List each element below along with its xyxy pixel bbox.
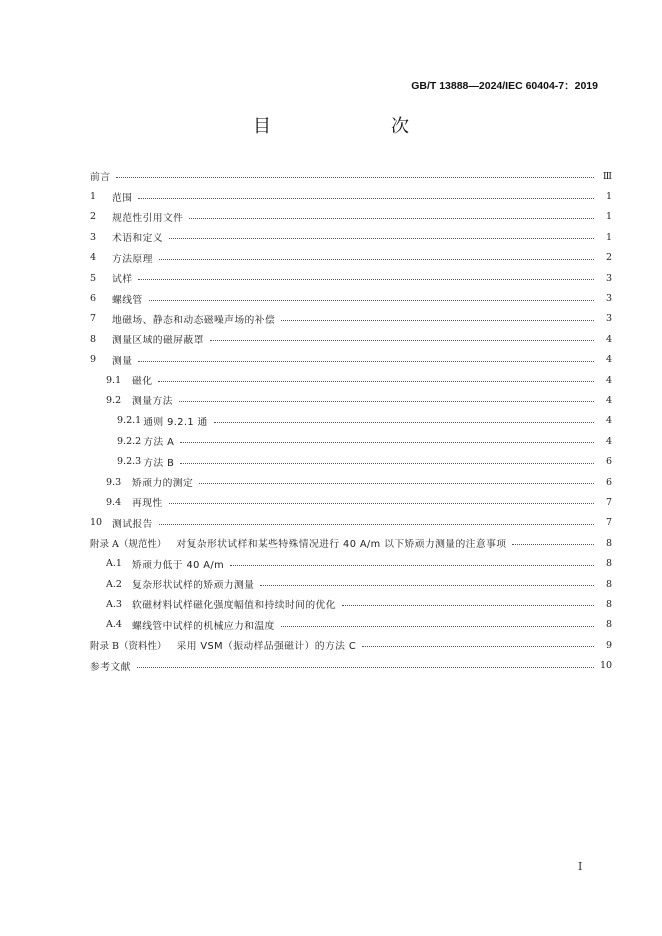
toc-entry-number: A.1 xyxy=(106,558,122,570)
toc-entry-page: 4 xyxy=(605,374,612,386)
toc-entry[interactable] xyxy=(90,390,612,410)
toc-entry-page: 2 xyxy=(605,252,612,264)
toc-entry-page: 6 xyxy=(605,456,612,468)
toc-entry-page: 8 xyxy=(605,558,612,570)
toc-dot-leader xyxy=(138,360,594,362)
toc-entry-page: 3 xyxy=(605,313,612,325)
toc-entry[interactable] xyxy=(90,288,612,308)
toc-entry[interactable] xyxy=(90,574,612,594)
toc-entry[interactable] xyxy=(90,594,612,614)
toc-entry-number: 附录 B（资料性） xyxy=(90,641,167,653)
toc-entry-number: 5 xyxy=(90,272,97,284)
toc-entry[interactable] xyxy=(90,166,612,186)
toc-entry-page: 8 xyxy=(605,598,612,610)
toc-entry-page: 9 xyxy=(605,639,612,651)
toc-entry-number: 9.2 xyxy=(106,394,122,406)
toc-dot-leader xyxy=(180,462,594,464)
toc-entry-title: 规范性引用文件 xyxy=(112,212,184,224)
toc-entry-number: 9.2.2 xyxy=(117,435,142,447)
toc-entry-page: 6 xyxy=(605,476,612,488)
toc-entry-title: 方法 A xyxy=(143,437,175,449)
toc-entry-title: 软磁材料试样磁化强度幅值和持续时间的优化 xyxy=(132,600,336,612)
toc-entry-page: 7 xyxy=(605,517,612,529)
toc-dot-leader xyxy=(180,441,594,443)
toc-entry[interactable] xyxy=(90,329,612,349)
toc-entry-title: 测量方法 xyxy=(132,396,173,408)
toc-dot-leader xyxy=(138,278,594,280)
toc-entry-title: 通则 9.2.1 通 xyxy=(143,416,208,428)
toc-entry[interactable] xyxy=(90,492,612,512)
toc-dot-leader xyxy=(149,299,594,301)
toc-dot-leader xyxy=(210,339,594,341)
toc-entry-title: 试样 xyxy=(112,274,133,286)
toc-entry[interactable] xyxy=(90,350,612,370)
toc-entry-page: Ⅲ xyxy=(602,170,612,182)
toc-entry-title: 术语和定义 xyxy=(112,233,163,245)
toc-entry-number: 9.4 xyxy=(106,496,122,508)
page-title: 目 次 xyxy=(253,116,437,137)
toc-entry-page: 8 xyxy=(605,619,612,631)
toc-entry[interactable] xyxy=(90,186,612,206)
toc-entry-page: 4 xyxy=(605,435,612,447)
toc-dot-leader xyxy=(159,523,594,525)
toc-entry-title: 方法原理 xyxy=(112,253,153,265)
toc-dot-leader xyxy=(137,666,594,668)
toc-dot-leader xyxy=(116,176,594,178)
standard-code: GB/T 13888—2024/IEC 60404-7：2019 xyxy=(411,80,598,92)
toc-entry[interactable] xyxy=(90,553,612,573)
toc-entry-number: 8 xyxy=(90,333,97,345)
toc-entry-page: 8 xyxy=(605,537,612,549)
toc-entry-page: 3 xyxy=(605,293,612,305)
table-of-contents xyxy=(90,166,612,676)
toc-entry-number: 9 xyxy=(90,354,97,366)
toc-dot-leader xyxy=(169,502,594,504)
toc-entry-title: 测量区域的磁屏蔽罩 xyxy=(112,335,204,347)
toc-entry-number: A.4 xyxy=(106,619,122,631)
page-number: I xyxy=(578,860,583,873)
toc-entry-page: 4 xyxy=(605,394,612,406)
toc-entry-title: 复杂形状试样的矫顽力测量 xyxy=(132,580,255,591)
toc-entry-title: 方法 B xyxy=(143,457,175,469)
toc-entry-page: 8 xyxy=(605,578,612,590)
toc-entry-number: 9.3 xyxy=(106,476,122,488)
toc-entry[interactable] xyxy=(90,615,612,635)
toc-dot-leader xyxy=(281,319,594,321)
toc-dot-leader xyxy=(159,258,594,260)
toc-entry[interactable] xyxy=(90,309,612,329)
toc-dot-leader xyxy=(281,625,594,627)
toc-entry-number: A.2 xyxy=(106,578,122,590)
toc-entry-page: 10 xyxy=(600,660,613,672)
toc-entry-title: 矫顽力低于 40 A/m xyxy=(132,559,225,571)
toc-entry-title: 测量 xyxy=(112,355,133,367)
toc-entry-title: 再现性 xyxy=(132,498,163,510)
toc-entry-page: 4 xyxy=(605,354,612,366)
toc-entry[interactable] xyxy=(90,472,612,492)
toc-dot-leader xyxy=(362,645,594,647)
toc-entry[interactable] xyxy=(90,655,612,675)
toc-entry-number: 9.2.3 xyxy=(117,456,142,468)
toc-entry[interactable] xyxy=(90,513,612,533)
toc-dot-leader xyxy=(158,380,594,382)
toc-entry-title: 对复杂形状试样和某些特殊情况进行 40 A/m 以下矫顽力测量的注意事项 xyxy=(176,539,507,551)
toc-dot-leader xyxy=(179,400,594,402)
toc-dot-leader xyxy=(169,237,594,239)
toc-entry-page: 1 xyxy=(605,191,612,203)
toc-entry[interactable] xyxy=(90,533,612,553)
toc-entry-page: 1 xyxy=(605,211,612,223)
toc-entry-title: 磁化 xyxy=(132,376,153,388)
toc-entry-number: 7 xyxy=(90,313,97,325)
toc-entry-number: 1 xyxy=(90,191,97,203)
toc-entry[interactable] xyxy=(90,451,612,471)
toc-entry-page: 4 xyxy=(605,333,612,345)
toc-entry-title: 矫顽力的测定 xyxy=(132,478,194,490)
toc-entry[interactable] xyxy=(90,411,612,431)
toc-entry-title: 地磁场、静态和动态磁噪声场的补偿 xyxy=(112,314,276,326)
toc-entry-number: 10 xyxy=(90,517,103,529)
toc-dot-leader xyxy=(342,604,594,606)
toc-entry-number: 9.1 xyxy=(106,374,122,386)
toc-entry-number: 2 xyxy=(90,211,97,223)
toc-entry-title: 范围 xyxy=(112,192,133,204)
toc-entry-page: 4 xyxy=(605,415,612,427)
toc-entry-number: 3 xyxy=(90,231,97,243)
toc-entry[interactable] xyxy=(90,635,612,655)
toc-dot-leader xyxy=(260,584,594,586)
toc-dot-leader xyxy=(214,421,594,423)
toc-entry-title: 螺线管中试样的机械应力和温度 xyxy=(132,620,275,632)
toc-entry[interactable] xyxy=(90,248,612,268)
toc-entry[interactable] xyxy=(90,227,612,247)
toc-entry[interactable] xyxy=(90,207,612,227)
toc-entry-title: 参考文献 xyxy=(90,661,131,673)
toc-entry-title: 螺线管 xyxy=(112,294,143,306)
toc-entry-title: 采用 VSM（振动样品强磁计）的方法 C xyxy=(176,641,357,653)
toc-dot-leader xyxy=(138,197,594,199)
toc-entry-number: 6 xyxy=(90,293,97,305)
toc-dot-leader xyxy=(199,482,594,484)
toc-entry[interactable] xyxy=(90,370,612,390)
toc-entry-page: 3 xyxy=(605,272,612,284)
toc-entry-page: 1 xyxy=(605,231,612,243)
toc-entry-number: 4 xyxy=(90,252,97,264)
toc-dot-leader xyxy=(189,217,594,219)
toc-entry[interactable] xyxy=(90,431,612,451)
toc-entry-title: 前言 xyxy=(90,172,111,184)
toc-entry-page: 7 xyxy=(605,496,612,508)
toc-entry-title: 测试报告 xyxy=(112,518,153,530)
toc-entry[interactable] xyxy=(90,268,612,288)
toc-dot-leader xyxy=(230,564,594,566)
toc-entry-number: 附录 A（规范性） xyxy=(90,539,167,551)
toc-dot-leader xyxy=(512,543,594,545)
toc-entry-number: 9.2.1 xyxy=(117,415,142,427)
toc-entry-number: A.3 xyxy=(106,598,122,610)
